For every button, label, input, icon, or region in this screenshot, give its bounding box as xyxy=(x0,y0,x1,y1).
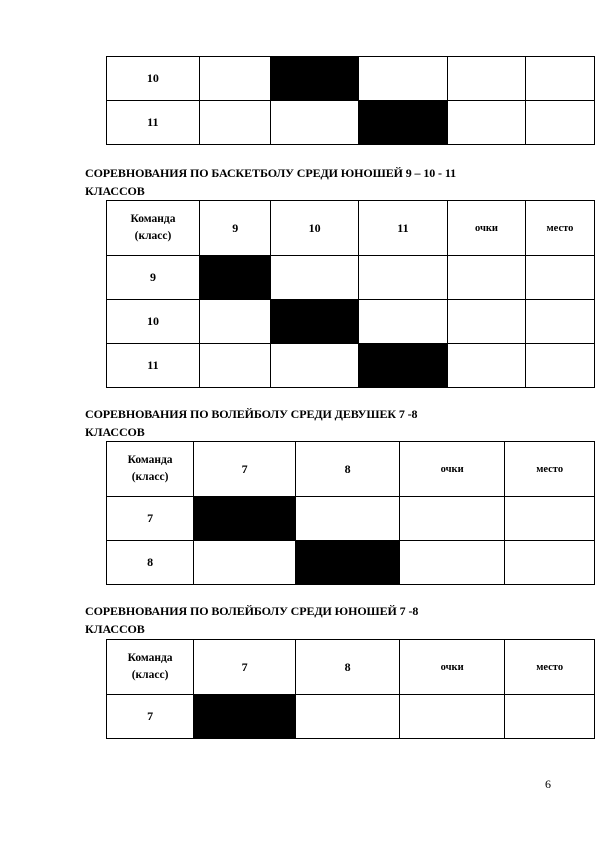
points-cell xyxy=(400,497,505,541)
result-cell xyxy=(199,300,271,344)
row-label: 7 xyxy=(107,497,194,541)
table-header-row xyxy=(107,640,595,695)
points-header: очки xyxy=(400,442,505,497)
points-header: очки xyxy=(448,201,526,256)
col-header: 9 xyxy=(199,201,271,256)
basketball-boys-table xyxy=(106,200,595,388)
table-row xyxy=(107,57,595,101)
section-heading-basketball-boys xyxy=(85,164,456,200)
place-cell xyxy=(525,256,594,300)
heading-line: СОРЕВНОВАНИЯ ПО ВОЛЕЙБОЛУ СРЕДИ ДЕВУШЕК 7 -8 xyxy=(85,407,418,421)
points-cell xyxy=(400,695,505,739)
table-row xyxy=(107,344,595,388)
row-label-10: 10 xyxy=(107,57,200,101)
row-label: 9 xyxy=(107,256,200,300)
points-cell xyxy=(448,344,526,388)
points-cell xyxy=(448,101,526,145)
place-header: место xyxy=(505,640,595,695)
place-cell xyxy=(505,695,595,739)
team-header-line1: Команда xyxy=(127,652,173,664)
heading-line: КЛАССОВ xyxy=(85,425,145,439)
points-cell xyxy=(400,541,505,585)
table-row xyxy=(107,300,595,344)
team-header-line2: (класс) xyxy=(131,471,169,483)
blocked-cell xyxy=(194,695,296,739)
row-label: 10 xyxy=(107,300,200,344)
row-label-11: 11 xyxy=(107,101,200,145)
result-cell xyxy=(358,300,447,344)
points-cell xyxy=(448,57,526,101)
result-cell xyxy=(199,57,271,101)
row-label: 11 xyxy=(107,344,200,388)
col-header: 7 xyxy=(194,640,296,695)
team-header-line2: (класс) xyxy=(131,669,169,681)
col-header: 10 xyxy=(271,201,358,256)
row-label: 8 xyxy=(107,541,194,585)
volleyball-boys-table xyxy=(106,639,595,739)
heading-line: СОРЕВНОВАНИЯ ПО ВОЛЕЙБОЛУ СРЕДИ ЮНОШЕЙ 7 -8 xyxy=(85,604,419,618)
result-cell xyxy=(271,101,359,145)
section-heading-volleyball-boys xyxy=(85,602,418,638)
heading-line: КЛАССОВ xyxy=(85,184,145,198)
place-cell xyxy=(525,300,594,344)
volleyball-girls-table xyxy=(106,441,595,585)
section-heading-volleyball-girls xyxy=(85,405,417,441)
team-header xyxy=(107,201,200,256)
result-cell xyxy=(358,256,447,300)
place-cell xyxy=(525,344,594,388)
table-row xyxy=(107,695,595,739)
place-cell xyxy=(526,101,595,145)
heading-line: СОРЕВНОВАНИЯ ПО БАСКЕТБОЛУ СРЕДИ ЮНОШЕЙ 9 – 10 - 11 xyxy=(85,166,456,180)
blocked-cell xyxy=(199,256,271,300)
col-header: 11 xyxy=(358,201,447,256)
table-row xyxy=(107,256,595,300)
points-cell xyxy=(448,300,526,344)
blocked-cell xyxy=(271,300,358,344)
points-cell xyxy=(448,256,526,300)
blocked-cell xyxy=(358,344,447,388)
result-cell xyxy=(194,541,296,585)
result-cell xyxy=(199,344,271,388)
result-cell xyxy=(296,695,400,739)
result-cell xyxy=(358,57,447,101)
table-header-row xyxy=(107,442,595,497)
team-header-line1: Команда xyxy=(127,454,173,466)
blocked-cell xyxy=(358,101,447,145)
place-cell xyxy=(505,541,595,585)
page-number: 6 xyxy=(545,777,551,791)
result-cell xyxy=(271,256,358,300)
table-row xyxy=(107,541,595,585)
team-header xyxy=(107,442,194,497)
blocked-cell xyxy=(296,541,400,585)
table-row xyxy=(107,101,595,145)
place-cell xyxy=(505,497,595,541)
team-header-line1: Команда xyxy=(130,213,176,225)
points-header: очки xyxy=(400,640,505,695)
continued-results-table xyxy=(106,56,595,145)
result-cell xyxy=(296,497,400,541)
col-header: 8 xyxy=(296,442,400,497)
heading-line: КЛАССОВ xyxy=(85,622,145,636)
col-header: 8 xyxy=(296,640,400,695)
result-cell xyxy=(271,344,358,388)
team-header xyxy=(107,640,194,695)
col-header: 7 xyxy=(194,442,296,497)
row-label: 7 xyxy=(107,695,194,739)
result-cell xyxy=(199,101,271,145)
team-header-line2: (класс) xyxy=(134,230,172,242)
blocked-cell xyxy=(194,497,296,541)
table-header-row xyxy=(107,201,595,256)
blocked-cell xyxy=(271,57,359,101)
table-row xyxy=(107,497,595,541)
place-header: место xyxy=(505,442,595,497)
place-header: место xyxy=(525,201,594,256)
place-cell xyxy=(526,57,595,101)
